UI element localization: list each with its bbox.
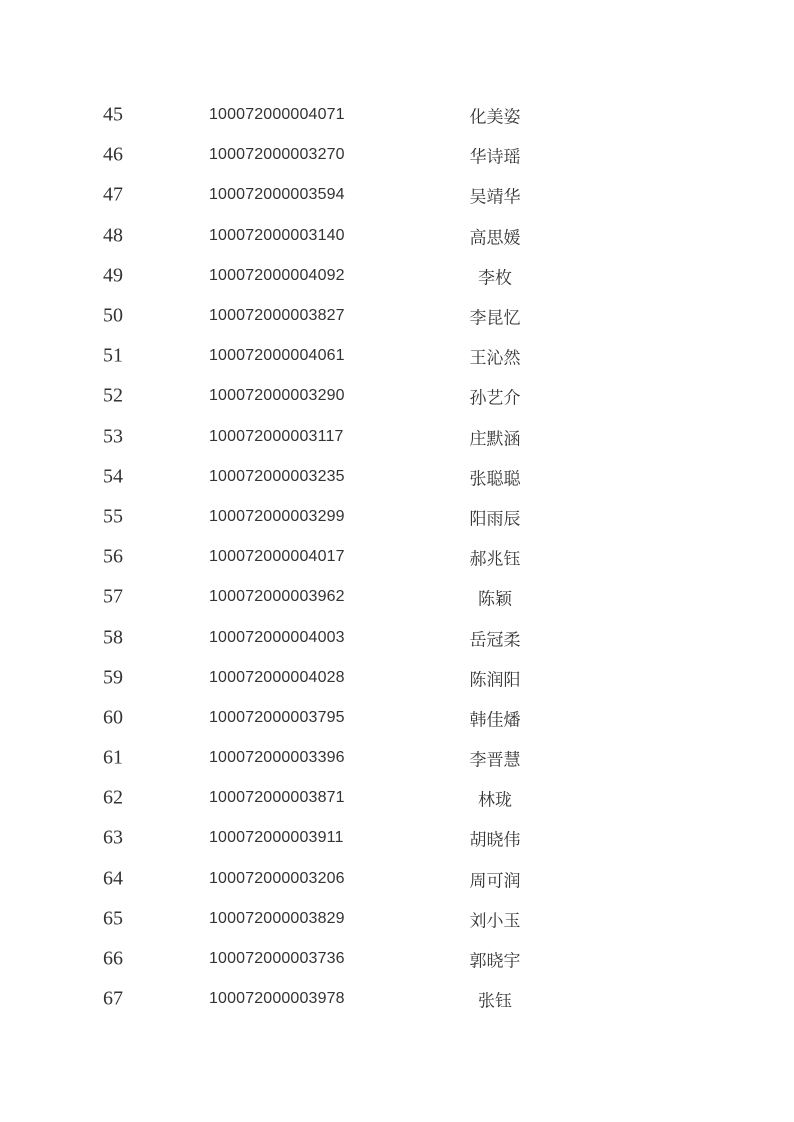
student-id: 100072000003911 — [209, 829, 344, 847]
student-name: 张钰 — [478, 991, 512, 1011]
table-row — [0, 778, 794, 818]
table-row — [0, 537, 794, 577]
row-number: 53 — [103, 425, 123, 448]
student-name: 郝兆钰 — [469, 549, 521, 569]
row-number: 46 — [103, 143, 123, 166]
student-id: 100072000003206 — [209, 869, 345, 887]
row-number: 64 — [103, 867, 123, 890]
student-name: 阳雨辰 — [469, 509, 521, 529]
student-name: 庄默涵 — [469, 429, 521, 449]
student-id: 100072000004092 — [209, 266, 345, 284]
table-row — [0, 899, 794, 939]
row-number: 50 — [103, 304, 123, 327]
student-name: 郭晓宇 — [469, 951, 521, 971]
student-id: 100072000003140 — [209, 226, 345, 244]
student-id: 100072000003795 — [209, 708, 345, 726]
row-number: 58 — [103, 626, 123, 649]
row-number: 57 — [103, 585, 123, 608]
student-name: 张聪聪 — [469, 469, 521, 489]
student-id: 100072000003827 — [209, 307, 345, 325]
table-row — [0, 135, 794, 175]
student-id: 100072000004017 — [209, 548, 345, 566]
student-id: 100072000003290 — [209, 387, 345, 405]
row-number: 48 — [103, 224, 123, 247]
row-number: 45 — [103, 103, 123, 126]
row-number: 55 — [103, 505, 123, 528]
student-name: 王沁然 — [469, 348, 521, 368]
student-name: 陈颖 — [478, 589, 512, 609]
student-name: 刘小玉 — [469, 911, 521, 931]
student-id: 100072000004071 — [209, 106, 345, 124]
student-name: 胡晓伟 — [469, 830, 521, 850]
row-number: 56 — [103, 545, 123, 568]
row-number: 51 — [103, 344, 123, 367]
row-number: 66 — [103, 947, 123, 970]
table-row — [0, 417, 794, 457]
student-id: 100072000003396 — [209, 749, 345, 767]
table-row — [0, 738, 794, 778]
table-row — [0, 577, 794, 617]
table-row — [0, 457, 794, 497]
student-id: 100072000003736 — [209, 950, 345, 968]
student-id: 100072000004028 — [209, 668, 345, 686]
student-name: 岳冠柔 — [469, 630, 521, 650]
row-number: 67 — [103, 987, 123, 1010]
student-id: 100072000004061 — [209, 347, 345, 365]
student-id: 100072000003117 — [209, 427, 344, 445]
student-name: 李昆忆 — [469, 308, 521, 328]
student-id: 100072000003829 — [209, 909, 345, 927]
row-number: 62 — [103, 786, 123, 809]
student-roster-table — [0, 95, 794, 1019]
table-row — [0, 95, 794, 135]
row-number: 65 — [103, 907, 123, 930]
student-name: 韩佳燔 — [469, 710, 521, 730]
table-row — [0, 939, 794, 979]
student-name: 化美姿 — [469, 107, 521, 127]
table-row — [0, 296, 794, 336]
table-row — [0, 376, 794, 416]
student-name: 李晋慧 — [469, 750, 521, 770]
row-number: 63 — [103, 826, 123, 849]
table-row — [0, 658, 794, 698]
student-id: 100072000003270 — [209, 146, 345, 164]
student-name: 周可润 — [469, 871, 521, 891]
student-id: 100072000003978 — [209, 990, 345, 1008]
table-row — [0, 818, 794, 858]
student-name: 高思媛 — [469, 228, 521, 248]
table-row — [0, 256, 794, 296]
student-name: 陈润阳 — [469, 670, 521, 690]
table-row — [0, 979, 794, 1019]
student-name: 孙艺介 — [469, 388, 521, 408]
student-id: 100072000003235 — [209, 467, 345, 485]
row-number: 61 — [103, 746, 123, 769]
student-name: 林珑 — [478, 790, 512, 810]
row-number: 60 — [103, 706, 123, 729]
student-id: 100072000003871 — [209, 789, 345, 807]
row-number: 52 — [103, 384, 123, 407]
table-row — [0, 859, 794, 899]
row-number: 49 — [103, 264, 123, 287]
student-name: 吴靖华 — [469, 187, 521, 207]
row-number: 47 — [103, 183, 123, 206]
row-number: 54 — [103, 465, 123, 488]
row-number: 59 — [103, 666, 123, 689]
table-row — [0, 497, 794, 537]
student-id: 100072000003299 — [209, 507, 345, 525]
student-id: 100072000004003 — [209, 628, 345, 646]
table-row — [0, 175, 794, 215]
student-id: 100072000003594 — [209, 186, 345, 204]
table-row — [0, 336, 794, 376]
table-row — [0, 617, 794, 657]
student-id: 100072000003962 — [209, 588, 345, 606]
table-row — [0, 698, 794, 738]
student-name: 李枚 — [478, 268, 512, 288]
student-name: 华诗瑶 — [469, 147, 521, 167]
table-row — [0, 216, 794, 256]
